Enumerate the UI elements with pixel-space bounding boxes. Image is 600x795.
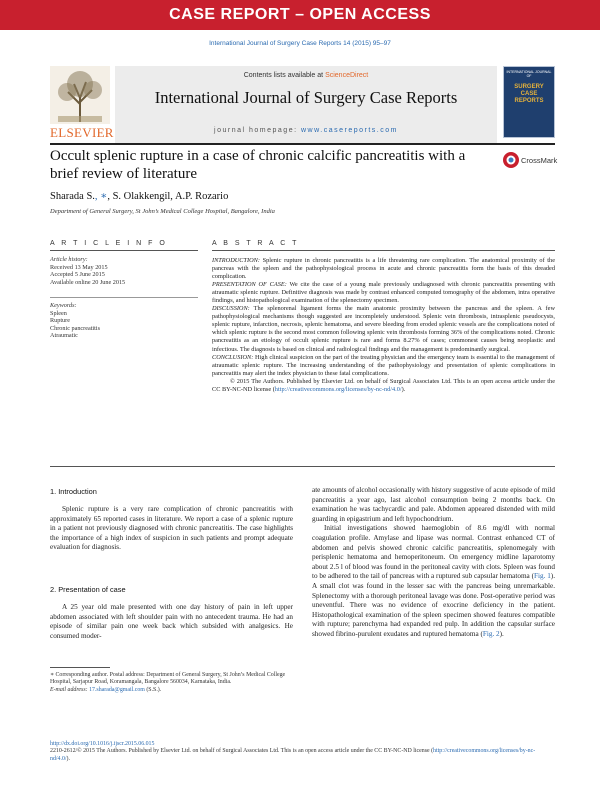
title-line: Occult splenic rupture in a case of chronic calcific pancreatitis with a <box>50 148 466 164</box>
cover-title <box>506 84 552 105</box>
footer-license-end: ). <box>66 755 70 762</box>
cover-top-label: INTERNATIONAL JOURNAL OF <box>506 70 552 78</box>
corresponding-footnote <box>50 672 290 694</box>
history-paragraph: ate amounts of alcohol occasionally with history suggestive of acute episode of mild pancreatitis a year ago, last alcohol consumption being 2 months back. On examination he was tachycardic and pale. Abdomen appeared distended with mild guarding in epigastrium and left hypochondrium. <box>312 486 555 523</box>
abstract-rule <box>212 250 555 251</box>
header-divider <box>50 143 555 145</box>
author-list <box>50 190 228 202</box>
keyword: Atraumatic <box>50 332 78 339</box>
keywords-block <box>50 302 198 340</box>
investigation-text-b: ). A small clot was found in the lesser sac with the pancreas being unremarkable. Splenectomy with a thorough peritoneal lavage was done. Post-operative period was uneventful. There was no evidence of exocrine deficiency in the patient. Histopathological examination of the spleen specimen showed features compatible with rupture; parenchyma had expanded red pulp. In addition the capsular surface showed fibrino-purulent exudates and ruptured hematoma ( <box>312 572 555 638</box>
journal-homepage <box>115 127 497 134</box>
title-line: brief review of literature <box>50 166 198 182</box>
abstract-intro-text: Splenic rupture in chronic pancreatitis is a life threatening rare complication. The anatomical proximity of the pancreas with the spleen and the pathophysiological process in acute and chronic pancreatitis form the basis of this dreaded complication. <box>212 257 555 281</box>
corresponding-marker[interactable]: , ∗ <box>94 191 108 202</box>
journal-citation[interactable]: International Journal of Surgery Case Reports 14 (2015) 95–97 <box>209 40 391 47</box>
footer-license-text: 2210-2612/© 2015 The Authors. Published by Elsevier Ltd. on behalf of Surgical Associates Ltd. This is an open access article under the CC BY-NC-ND license ( <box>50 748 434 755</box>
investigation-paragraph <box>312 524 555 639</box>
corresponding-address: ∗ Corresponding author. Postal address: Department of General Surgery, St John’s Medical College Hospital, Sarjapur Road, Koramangala, Bangalore 560034, Karnataka, India. <box>50 672 286 686</box>
email-link[interactable]: 17.sharada@gmail.com <box>89 686 145 693</box>
author-others[interactable]: , S. Olakkengil, A.P. Rozario <box>107 191 229 202</box>
publisher-name: ELSEVIER <box>50 125 114 140</box>
abstract-case-label: PRESENTATION OF CASE: <box>212 281 287 289</box>
keyword: Spleen <box>50 309 67 317</box>
fig1-link[interactable]: Fig. 1 <box>533 572 551 581</box>
abstract-intro <box>212 257 555 281</box>
online-date: Available online 20 June 2015 <box>50 278 126 286</box>
abstract-conc-label: CONCLUSION: <box>212 353 254 361</box>
cover-line: REPORTS <box>514 98 544 104</box>
accepted-date: Accepted 5 June 2015 <box>50 271 105 278</box>
crossmark-badge[interactable] <box>502 150 558 170</box>
received-date: Received 13 May 2015 <box>50 263 108 271</box>
abstract-conclusion <box>212 354 555 378</box>
section-case-heading: 2. Presentation of case <box>50 585 126 594</box>
copyright-text: © 2015 The Authors. Published by Elsevier Ltd. on behalf of Surgical Associates Ltd. This is an open access article under the CC BY-NC-ND license ( <box>212 377 555 393</box>
author-first[interactable]: Sharada S. <box>50 191 95 202</box>
section-introduction-heading: 1. Introduction <box>50 487 97 496</box>
intro-paragraph: Splenic rupture is a very rare complication of chronic pancreatitis with approximately 65 reported cases in literature. We report a case of a splenic rupture in a patient not previously diagnosed with chronic pancreatitis. The case highlights the importance of a high index of suspicion in such patients and prompt adequate evaluation for diagnosis. <box>50 505 293 552</box>
investigation-text-c: ). <box>499 629 504 638</box>
abstract-copyright <box>212 378 555 394</box>
article-title <box>50 147 490 183</box>
abstract-case <box>212 281 555 305</box>
abstract-case-text: We cite the case of a young male previously undiagnosed with chronic pancreatitis presenting with atraumatic splenic rupture. Definitive diagnosis was made by contrast enhanced computed tomography of the abdomen, intra operative findings, and histopathological examination of the splenectomy specimen. <box>212 281 555 305</box>
abstract-disc-label: DISCUSSION: <box>212 305 250 313</box>
case-paragraph: A 25 year old male presented with one day history of pain in left upper abdomen associated with left shoulder pain with no antecedent trauma. He had an episode of similar pain one week back which subsided with analgesics. He consumed moder- <box>50 603 293 640</box>
copyright-end: ). <box>401 385 406 393</box>
journal-title: International Journal of Surgery Case Reports <box>154 88 458 107</box>
footer-license-link[interactable]: http://creativecommons.org/licenses/by-nc-nd/4.0/ <box>50 748 536 762</box>
article-info-heading: A R T I C L E I N F O <box>50 240 168 247</box>
keywords-label: Keywords: <box>50 302 77 309</box>
abstract-body <box>212 257 555 394</box>
email-label: E-mail address: <box>50 686 90 693</box>
abstract-disc-text: The splenorenal ligament forms the main anatomic proximity between the pancreas and the spleen. A few pathophysiological mechanisms though suggested are incompletely understood. Splenic vein thrombosis, intrasplenic pseudocysts, splenic rupture, infarction, necrosis, splenic hematoma, and severe bleeding from eroded splenic vessels are the complications noted of which splenic rupture is the second most common following splenic vein thrombosis forming 36% of the complications noted. Chronic pancreatitis as an etiology of occult splenic rupture is rare and forms 8.27% of cases; commonest causes being neoplastic and infectious. The diagnosis is based on clinical and radiological findings and the management is predominantly surgical. <box>212 305 555 353</box>
abstract-discussion <box>212 305 555 353</box>
sciencedirect-link[interactable]: ScienceDirect <box>325 72 369 79</box>
keyword: Chronic pancreatitis <box>50 324 100 332</box>
right-column-text <box>312 486 555 640</box>
abstract-heading: A B S T R A C T <box>212 240 299 247</box>
keyword: Rupture <box>50 317 70 324</box>
investigation-text-a: Initial investigations showed haemoglobin of 8.6 mg/dl with normal coagulation profile. Amylase and lipase was normal. Contrast enhanced CT of abdomen and pelvis showed chronic calcific pancreatitis, splenomegaly with perisplenic hematoma and hemoperitoneum. On emergency midline laparotomy about 2.5 l of blood was found in the peritoneal cavity with clots. Spleen was found to be adhered to the tail of pancreas with a ruptured sub capsular hematoma ( <box>312 524 555 581</box>
case-report-banner: CASE REPORT – OPEN ACCESS <box>0 0 600 30</box>
contents-lists-line <box>115 72 497 79</box>
abstract-bottom-rule <box>50 466 555 467</box>
doi-link[interactable]: http://dx.doi.org/10.1016/j.ijscr.2015.06.015 <box>50 741 155 747</box>
affiliation: Department of General Surgery, St John’s Medical College Hospital, Bangalore, India <box>50 208 275 215</box>
homepage-prefix: journal homepage: <box>214 127 301 134</box>
footer-license-line <box>50 748 555 763</box>
page-footer <box>50 741 555 763</box>
fig2-link[interactable]: Fig. 2 <box>482 629 500 638</box>
email-line <box>50 687 290 694</box>
cover-line: CASE <box>520 91 538 97</box>
footnote-rule <box>50 667 110 668</box>
email-end: (S.S.). <box>144 686 162 693</box>
abstract-conc-text: High clinical suspicion on the part of the treating physician and the emergency team is essential to the management of atraumatic splenic rupture. The increasing understanding of the pathophysiology and presentation of splenic complications in pancreatitis may alert the index physician to these fatal complications. <box>212 353 555 377</box>
case-text <box>50 603 293 641</box>
homepage-link[interactable]: www.casereports.com <box>300 127 398 134</box>
crossmark-label: CrossMark <box>521 156 558 165</box>
license-link[interactable]: http://creativecommons.org/licenses/by-nc-nd/4.0/ <box>274 385 402 393</box>
contents-prefix: Contents lists available at <box>243 72 326 79</box>
history-label: Article history: <box>50 256 88 263</box>
abstract-intro-label: INTRODUCTION: <box>212 257 260 264</box>
info-rule <box>50 250 198 251</box>
info-rule-2 <box>50 297 198 298</box>
article-history <box>50 256 198 286</box>
introduction-text <box>50 505 293 553</box>
cover-line: SURGERY <box>514 84 544 90</box>
